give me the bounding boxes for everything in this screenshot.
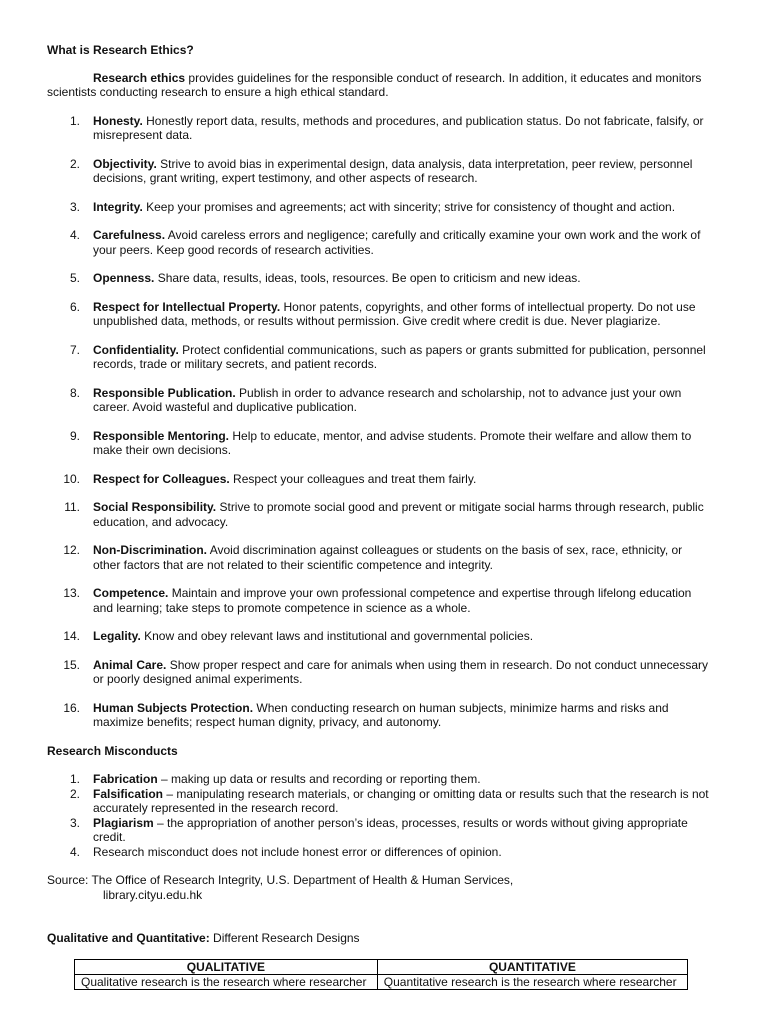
list-item xyxy=(47,772,711,787)
item-term: Plagiarism xyxy=(93,815,154,830)
item-number: 7. xyxy=(69,342,80,357)
item-text: Honor patents, copyrights, and other forms of intellectual property. Do not use unpublished data, methods, or results without permission. Give credit where credit is due. Never plagiarize. xyxy=(93,299,696,328)
item-text: Protect confidential communications, such as papers or grants submitted for publication, personnel records, trade or military secrets, and patient records. xyxy=(93,342,706,371)
item-text: Respect your colleagues and treat them fairly. xyxy=(229,471,477,486)
item-term: Competence. xyxy=(93,586,169,600)
item-number: 8. xyxy=(69,385,80,400)
item-text: Avoid discrimination against colleagues or students on the basis of sex, race, ethnicity, or other factors that are not related to their scientific competence and integrity. xyxy=(93,543,683,572)
item-text: Strive to avoid bias in experimental design, data analysis, data interpretation, peer review, personnel decisions, grant writing, expert testimony, and other aspects of research. xyxy=(93,156,693,185)
list-item xyxy=(47,500,711,529)
item-text: Publish in order to advance research and scholarship, not to advance just your own career. Avoid wasteful and duplicative publication. xyxy=(93,385,682,414)
intro-text: provides guidelines for the responsible conduct of research. In addition, it educates and monitors scientists conducting research to ensure a high ethical standard. xyxy=(47,70,702,99)
source-citation xyxy=(47,873,711,902)
table-row xyxy=(75,974,688,989)
list-item xyxy=(47,228,711,257)
item-text: – making up data or results and recording or reporting them. xyxy=(157,772,481,786)
designs-heading xyxy=(47,931,711,946)
designs-heading-text: Different Research Designs xyxy=(209,931,360,945)
item-term: Legality. xyxy=(93,629,141,643)
item-term: Honesty. xyxy=(93,113,143,128)
item-term: Responsible Mentoring. xyxy=(93,428,230,443)
item-text: Strive to promote social good and prevent or mitigate social harms through research, public education, and advocacy. xyxy=(93,500,704,529)
table-header-row xyxy=(75,959,688,974)
list-item xyxy=(47,300,711,329)
list-item xyxy=(47,271,711,286)
item-text: Avoid careless errors and negligence; carefully and critically examine your own work and the work of your peers. Keep good records of research activities. xyxy=(93,228,701,257)
list-item xyxy=(47,200,711,215)
list-item xyxy=(47,787,711,816)
misconducts-heading: Research Misconducts xyxy=(47,743,178,758)
item-number: 3. xyxy=(69,199,80,214)
list-item xyxy=(47,114,711,143)
list-item xyxy=(47,472,711,487)
source-line: Source: The Office of Research Integrity, U.S. Department of Health & Human Services, xyxy=(47,873,514,887)
item-number: 4. xyxy=(69,844,80,859)
item-term: Non-Discrimination. xyxy=(93,543,208,557)
item-number: 12. xyxy=(63,543,80,557)
item-text: Honestly report data, results, methods and procedures, and publication status. Do not fabricate, falsify, or misrepresent data. xyxy=(93,113,704,142)
item-text: Help to educate, mentor, and advise students. Promote their welfare and allow them to make their own decisions. xyxy=(93,428,692,457)
item-term: Responsible Publication. xyxy=(93,385,236,400)
document-page xyxy=(47,43,711,990)
table-cell: Quantitative research is the research where researcher xyxy=(377,974,687,989)
item-text: – manipulating research materials, or changing or omitting data or results such that the research is not accurately represented in the research record. xyxy=(93,786,709,815)
list-item xyxy=(47,429,711,458)
item-term: Confidentiality. xyxy=(93,342,179,357)
list-item xyxy=(47,658,711,687)
item-number: 9. xyxy=(69,428,80,443)
ethics-list xyxy=(47,114,711,730)
table-cell: Qualitative research is the research where researcher xyxy=(75,974,378,989)
page-title: What is Research Ethics? xyxy=(47,43,194,57)
item-text: When conducting research on human subjects, minimize harms and risks and maximize benefits; respect human dignity, privacy, and autonomy. xyxy=(93,700,669,729)
item-term: Human Subjects Protection. xyxy=(93,700,254,715)
list-item xyxy=(47,845,711,860)
item-number: 2. xyxy=(69,786,80,801)
item-number: 13. xyxy=(63,586,80,600)
list-item xyxy=(47,629,711,644)
item-text: Research misconduct does not include honest error or differences of opinion. xyxy=(93,844,502,859)
source-url: library.cityu.edu.hk xyxy=(103,887,203,902)
list-item xyxy=(47,386,711,415)
item-term: Fabrication xyxy=(93,772,158,786)
item-term: Falsification xyxy=(93,786,164,801)
item-number: 6. xyxy=(69,299,80,314)
item-text: – the appropriation of another person’s ideas, processes, results or words without giving appropriate credit. xyxy=(93,815,688,844)
item-number: 14. xyxy=(63,629,80,643)
item-term: Objectivity. xyxy=(93,156,157,171)
item-number: 16. xyxy=(63,700,80,715)
item-number: 1. xyxy=(69,772,80,786)
comparison-table xyxy=(74,959,688,990)
item-term: Openness. xyxy=(93,271,155,285)
item-number: 2. xyxy=(69,156,80,171)
intro-term: Research ethics xyxy=(93,70,186,85)
list-item xyxy=(47,343,711,372)
item-term: Respect for Intellectual Property. xyxy=(93,299,281,314)
item-number: 5. xyxy=(69,271,80,285)
item-term: Integrity. xyxy=(93,199,143,214)
item-text: Know and obey relevant laws and institutional and governmental policies. xyxy=(140,629,534,643)
designs-heading-label: Qualitative and Quantitative: xyxy=(47,931,210,945)
list-item xyxy=(47,701,711,730)
list-item xyxy=(47,586,711,615)
column-header-quantitative: QUANTITATIVE xyxy=(377,959,687,974)
item-text: Show proper respect and care for animals when using them in research. Do not conduct unnecessary or poorly designed animal experiments. xyxy=(93,657,708,686)
item-text: Share data, results, ideas, tools, resources. Be open to criticism and new ideas. xyxy=(154,271,581,285)
item-number: 15. xyxy=(63,657,80,672)
item-number: 3. xyxy=(69,815,80,830)
list-item xyxy=(47,543,711,572)
intro-paragraph xyxy=(47,71,711,100)
item-term: Respect for Colleagues. xyxy=(93,471,230,486)
item-number: 10. xyxy=(63,471,80,486)
item-number: 1. xyxy=(69,113,80,128)
list-item xyxy=(47,157,711,186)
item-number: 4. xyxy=(69,228,80,242)
item-term: Social Responsibility. xyxy=(93,500,217,514)
item-term: Carefulness. xyxy=(93,228,166,242)
column-header-qualitative: QUALITATIVE xyxy=(75,959,378,974)
item-number: 11. xyxy=(64,500,80,514)
item-text: Keep your promises and agreements; act with sincerity; strive for consistency of thought and action. xyxy=(142,199,676,214)
list-item xyxy=(47,816,711,845)
misconducts-list xyxy=(47,772,711,859)
item-term: Animal Care. xyxy=(93,657,167,672)
item-text: Maintain and improve your own professional competence and expertise through lifelong education and learning; take steps to promote competence in science as a whole. xyxy=(93,586,692,615)
